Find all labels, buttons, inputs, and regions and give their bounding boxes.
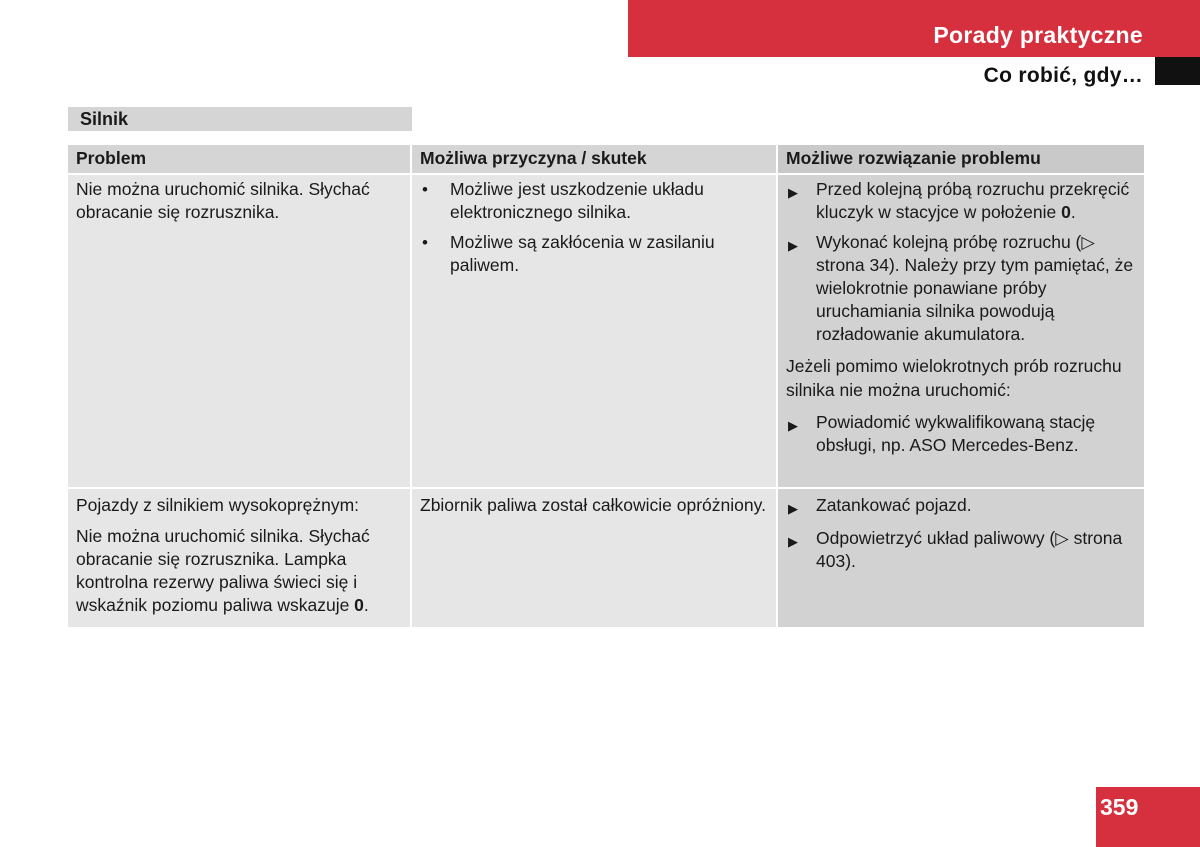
row2-cause: Zbiornik paliwa został całkowicie opróżniony. <box>420 495 766 515</box>
list-item <box>786 494 1136 520</box>
subheader-marker <box>1155 57 1200 85</box>
row2-step-1: Zatankować pojazd. <box>816 495 972 515</box>
list-item <box>786 231 1136 346</box>
row2-problem: Nie można uruchomić silnika. Słychać obracanie się rozrusznika. Lampka kontrolna rezerwy paliwa świeci się i wskaźnik poziomu paliwa wskazuje 0. <box>76 526 370 615</box>
row1-cause-2: Możliwe są zakłócenia w zasilaniu paliwem. <box>450 232 715 275</box>
row1-problem: Nie można uruchomić silnika. Słychać obracanie się rozrusznika. <box>76 179 370 222</box>
list-item <box>786 178 1136 224</box>
arrow-right-icon: ▶ <box>788 238 798 253</box>
row2-cause-cell <box>412 489 776 627</box>
column-header-solution: Możliwe rozwiązanie problemu <box>778 145 1144 173</box>
row2-problem-cell <box>68 489 410 627</box>
page-number: 359 <box>1096 787 1200 847</box>
column-header-cause: Możliwa przyczyna / skutek <box>412 145 776 173</box>
subsection-title: Co robić, gdy… <box>983 64 1143 87</box>
key-position-value: 0 <box>1061 202 1071 222</box>
arrow-right-icon: ▶ <box>788 418 798 433</box>
row1-note: Jeżeli pomimo wielokrotnych prób rozruchu silnika nie można uruchomić: <box>786 356 1122 400</box>
row2-step-2: Odpowietrzyć układ paliwowy (▷ strona 403). <box>816 528 1123 571</box>
arrow-right-icon: ▶ <box>788 534 798 549</box>
row1-solution-cell <box>778 175 1144 487</box>
list-item <box>420 231 768 277</box>
section-label: Silnik <box>68 107 412 131</box>
arrow-right-icon: ▶ <box>788 185 798 200</box>
row1-problem-cell <box>68 175 410 487</box>
bullet-icon: • <box>422 233 428 252</box>
row1-step-1: Przed kolejną próbą rozruchu przekręcić kluczyk w stacyjce w położenie 0. <box>816 179 1130 222</box>
row1-cause-1: Możliwe jest uszkodzenie układu elektronicznego silnika. <box>450 179 704 222</box>
row2-problem-title: Pojazdy z silnikiem wysokoprężnym: <box>76 495 360 515</box>
arrow-right-icon: ▶ <box>788 501 798 516</box>
bullet-icon: • <box>422 180 428 199</box>
row1-cause-cell <box>412 175 776 487</box>
list-item <box>420 178 768 224</box>
column-header-problem: Problem <box>68 145 410 173</box>
fuel-gauge-value: 0 <box>354 595 364 615</box>
list-item <box>786 527 1136 573</box>
row1-step-3: Powiadomić wykwalifikowaną stację obsługi, np. ASO Mercedes-Benz. <box>816 412 1096 455</box>
row1-step-2: Wykonać kolejną próbę rozruchu (▷ strona 34). Należy przy tym pamiętać, że wielokrotnie ponawiane próby uruchamiania silnika powodują rozładowanie akumulatora. <box>816 232 1134 344</box>
row2-solution-cell <box>778 489 1144 627</box>
list-item <box>786 411 1136 457</box>
troubleshooting-table <box>68 145 1144 627</box>
section-title: Porady praktyczne <box>933 22 1143 48</box>
